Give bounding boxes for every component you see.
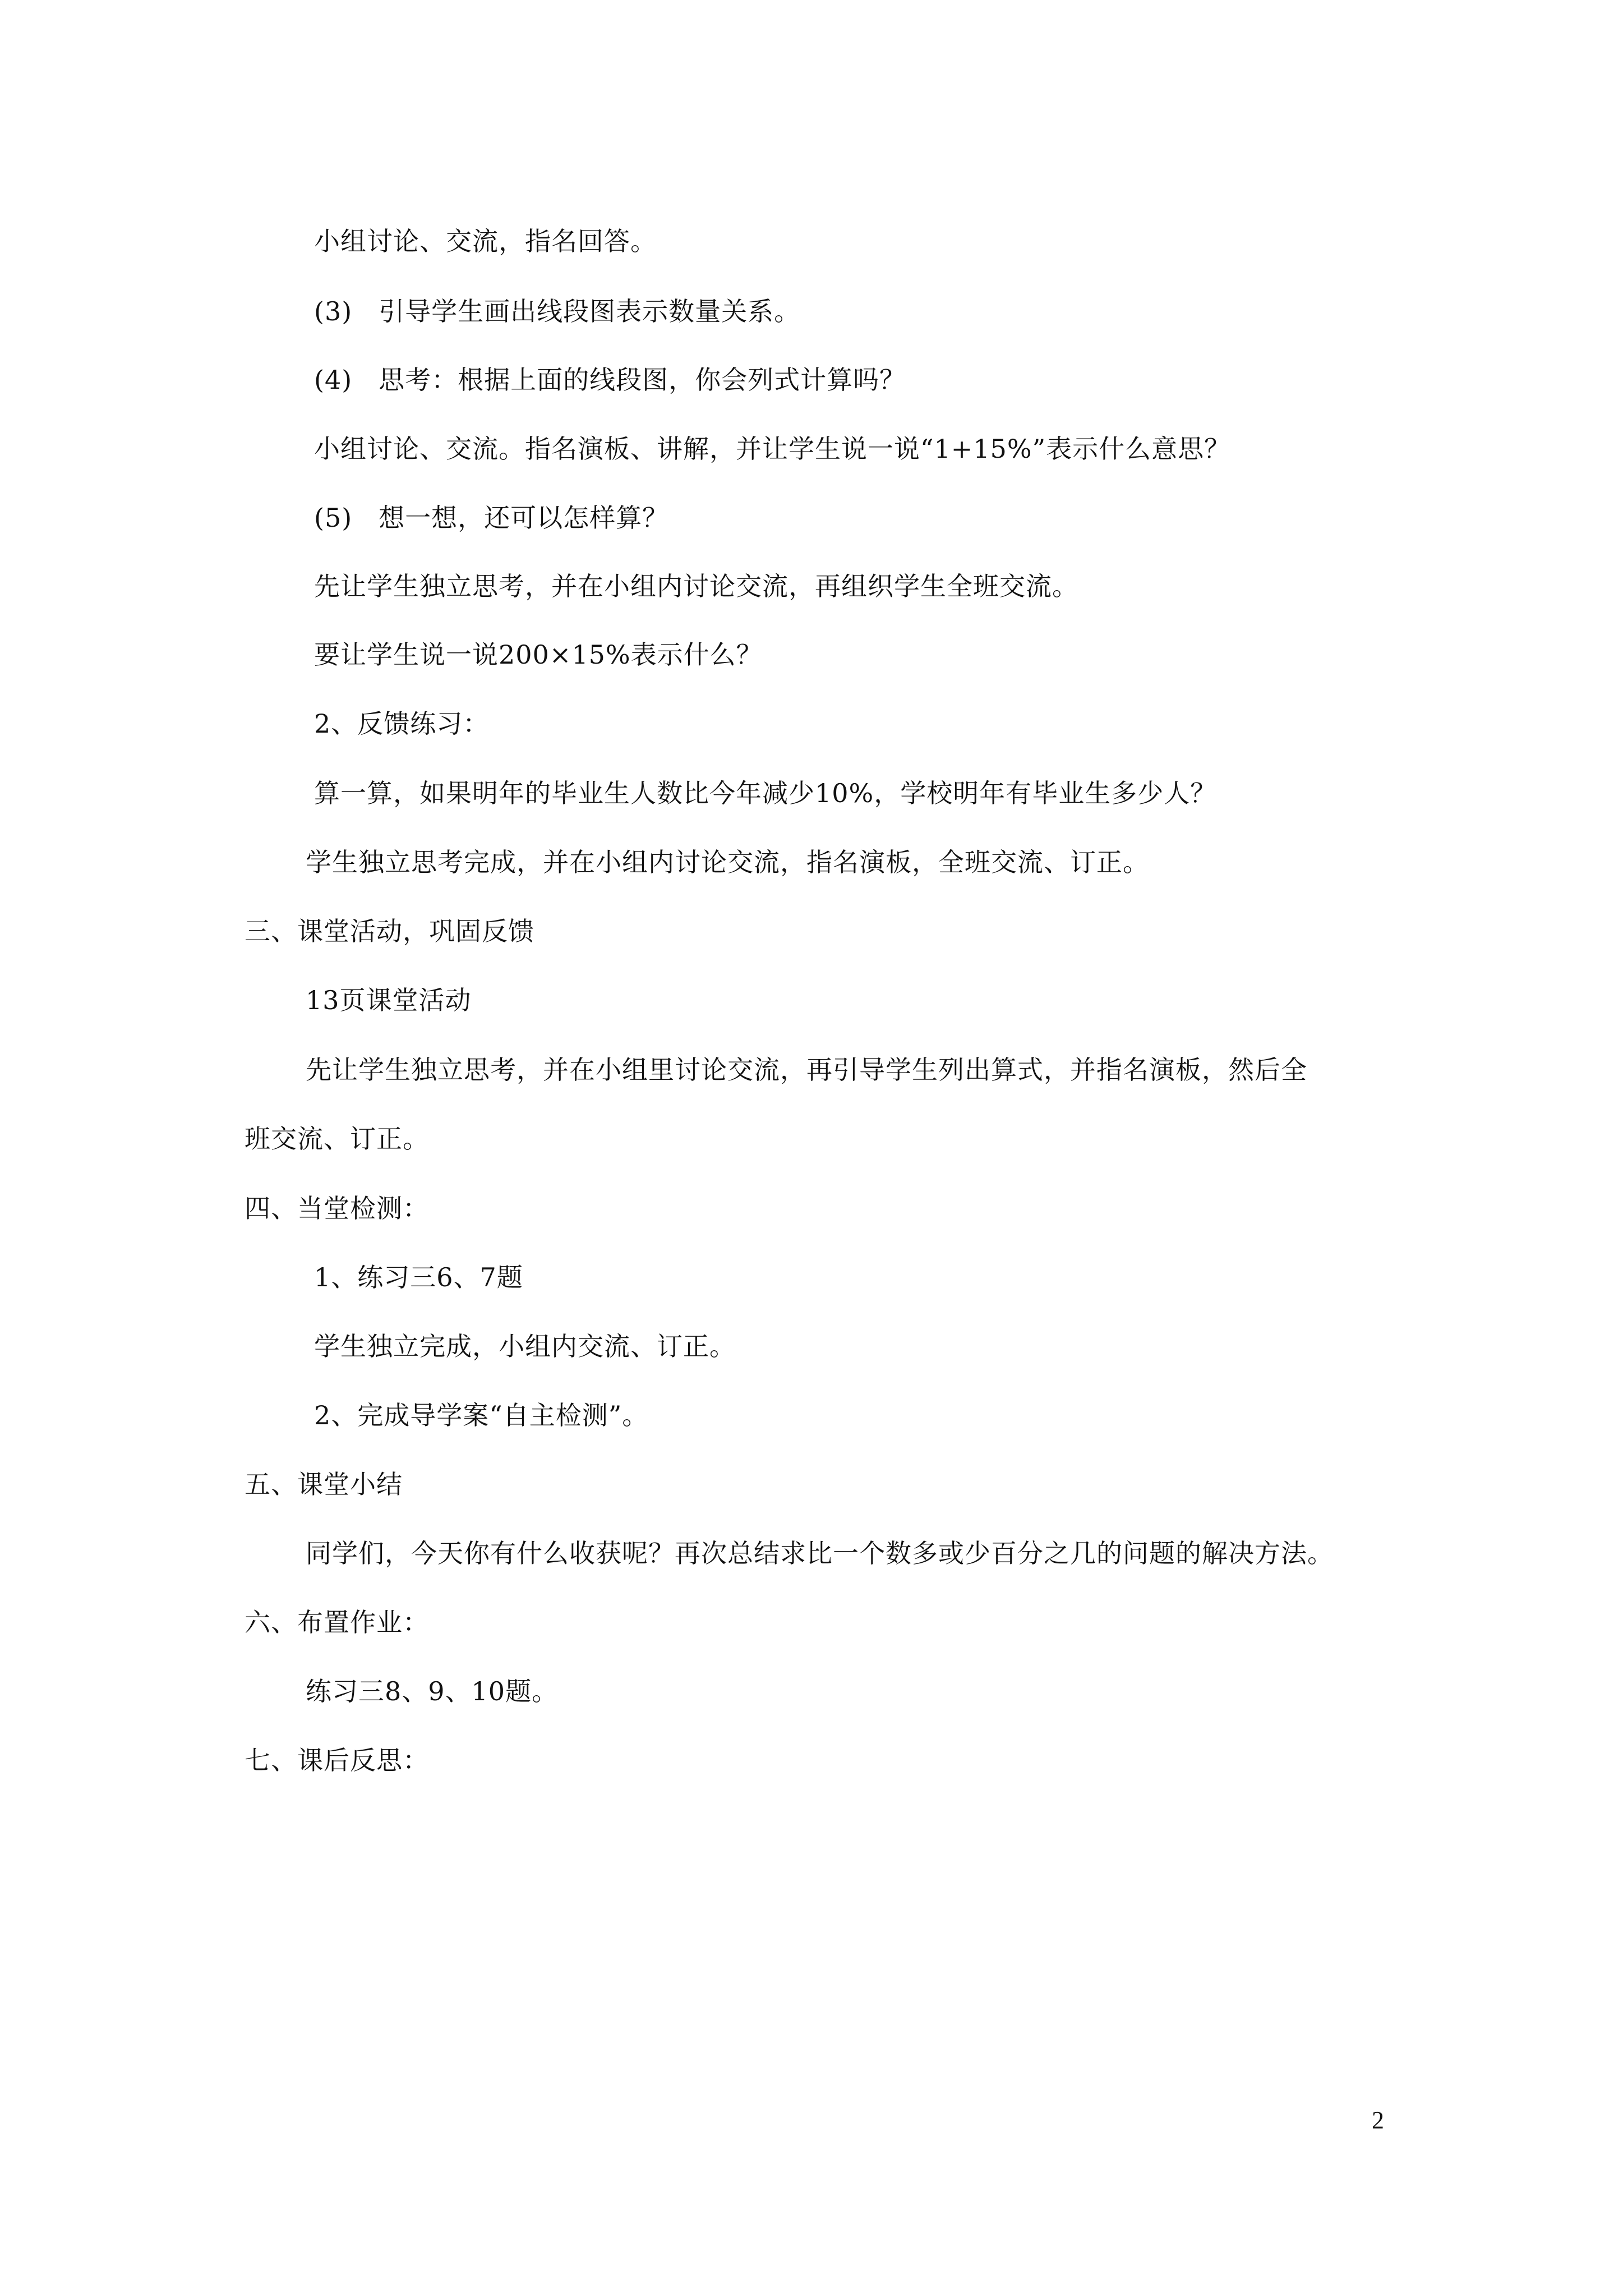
text-line: 学生独立思考完成，并在小组内讨论交流，指名演板，全班交流、订正。 xyxy=(306,847,1149,877)
text-line: 先让学生独立思考，并在小组里讨论交流，再引导学生列出算式，并指名演板，然后全 xyxy=(306,1055,1307,1085)
page-number: 2 xyxy=(1372,2106,1384,2134)
text-line: 班交流、订正。 xyxy=(245,1124,429,1154)
text-line: 算一算，如果明年的毕业生人数比今年减少10%，学校明年有毕业生多少人？ xyxy=(314,778,1217,808)
text-line: 学生独立完成，小组内交流、订正。 xyxy=(314,1331,736,1361)
text-line: (3) 引导学生画出线段图表示数量关系。 xyxy=(314,296,801,326)
text-line: 练习三8、9、10题。 xyxy=(306,1676,559,1706)
section-heading: 五、课堂小结 xyxy=(245,1469,403,1499)
text-line: 要让学生说一说200×15%表示什么？ xyxy=(314,639,763,670)
text-line: 小组讨论、交流。指名演板、讲解，并让学生说一说“1+15%”表示什么意思？ xyxy=(314,434,1231,464)
text-line: (4) 思考：根据上面的线段图，你会列式计算吗？ xyxy=(314,365,906,395)
text-line: 小组讨论、交流，指名回答。 xyxy=(314,226,657,256)
text-line: 1、练习三6、7题 xyxy=(314,1262,523,1292)
text-line: 同学们，今天你有什么收获呢？再次总结求比一个数多或少百分之几的问题的解决方法。 xyxy=(306,1538,1334,1568)
text-line: 2、完成导学案“自主检测”。 xyxy=(314,1400,649,1430)
text-line: 13页课堂活动 xyxy=(306,985,472,1015)
text-line: 先让学生独立思考，并在小组内讨论交流，再组织学生全班交流。 xyxy=(314,571,1078,601)
section-heading: 四、当堂检测： xyxy=(245,1193,429,1223)
section-heading: 七、课后反思： xyxy=(245,1745,429,1775)
text-line: 2、反馈练习： xyxy=(314,708,490,739)
section-heading: 三、课堂活动，巩固反馈 xyxy=(245,916,534,946)
section-heading: 六、布置作业： xyxy=(245,1607,429,1637)
text-line: (5) 想一想，还可以怎样算？ xyxy=(314,503,669,533)
